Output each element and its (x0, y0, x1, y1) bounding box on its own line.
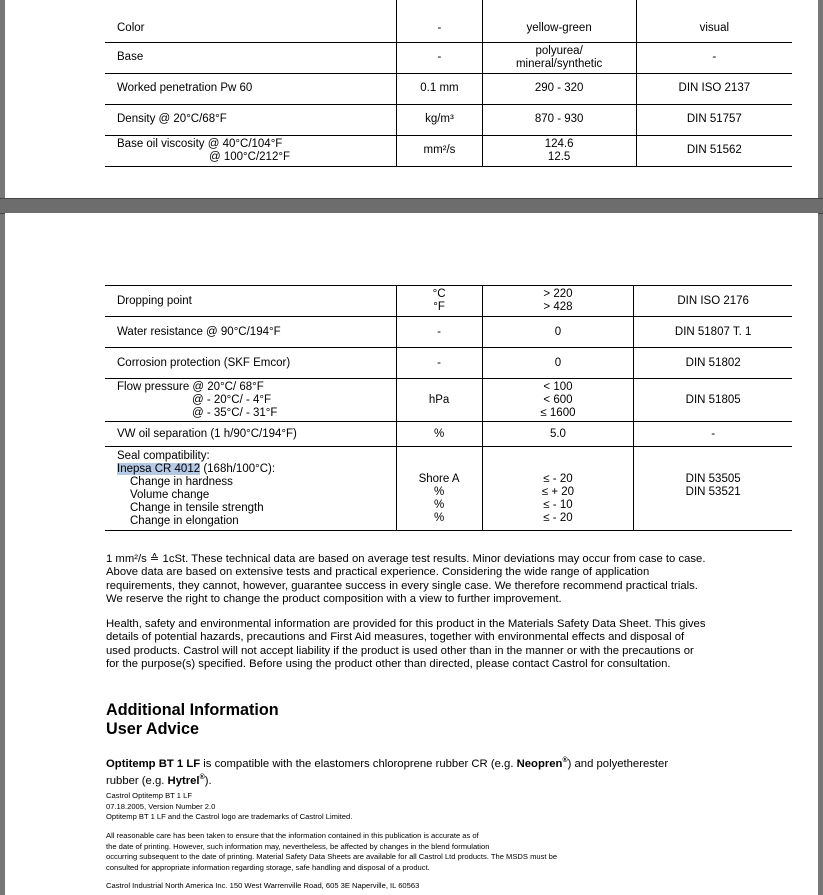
value-cell: 870 - 930 (482, 104, 636, 135)
property-line: @ - 35°C/ - 31°F (192, 406, 278, 419)
advice-text: ) and polyetherester rubber (e.g. (106, 757, 669, 787)
property-cell: Corrosion protection (SKF Emcor) (105, 348, 396, 379)
footer-line: Optitemp BT 1 LF and the Castrol logo are trademarks of Castrol Limited. (106, 812, 353, 822)
value-line: 124.6 (544, 137, 574, 150)
property-cell (105, 379, 396, 422)
registered-mark: ® (199, 774, 205, 782)
value-line: ≤ - 20 (543, 473, 573, 485)
unit-line: % (433, 512, 445, 524)
value-line: > 428 (543, 301, 573, 313)
value-cell (482, 447, 634, 531)
table-row (105, 286, 792, 317)
seal-item: Change in hardness (130, 475, 233, 488)
property-line: @ - 20°C/ - 4°F (192, 393, 272, 406)
value-cell (482, 379, 634, 422)
seal-material (117, 463, 390, 476)
value-line: ≤ - 20 (543, 512, 573, 524)
footer-line: Castrol Optitemp BT 1 LF (106, 791, 192, 800)
table-row (105, 135, 792, 166)
unit-cell: % (396, 422, 482, 447)
advice-text: is compatible with the elastomers chloroprene rubber CR (e.g. (200, 757, 517, 770)
user-advice-paragraph (106, 754, 686, 788)
technical-note-paragraph: 1 mm²/s ≙ 1cSt. These technical data are based on average test results. Minor deviations may occur from case to case. Above data are based on extensive tests and practical experience. Considering the wide range of application requirements, they cannot, however, guarantee success in every single case. We therefore recommend practical trials. We reserve the right to change the product composition with a view to further improvement. (106, 553, 706, 605)
selected-text[interactable]: Inepsa CR 4012 (117, 462, 201, 475)
viewer-right-edge (818, 0, 823, 895)
brand-hytrel: Hytrel (167, 774, 200, 787)
method-cell: DIN 51802 (634, 348, 792, 379)
value-line: < 100 (543, 380, 573, 393)
company-address: Castrol Industrial North America Inc. 150 West Warrenville Road, 605 3E Naperville, IL 60563 (106, 881, 420, 890)
method-cell: - (636, 42, 792, 73)
value-line: ≤ + 20 (541, 486, 575, 498)
property-cell: Base (105, 42, 397, 73)
value-cell: 0 (482, 348, 634, 379)
method-cell: - (634, 422, 792, 447)
seal-item: Volume change (130, 488, 210, 501)
unit-cell (396, 286, 482, 317)
value-cell: 290 - 320 (482, 73, 636, 104)
unit-cell: - (397, 42, 482, 73)
unit-cell: - (396, 317, 482, 348)
property-cell (105, 447, 396, 531)
value-line: polyurea/ (535, 44, 583, 57)
value-line: < 600 (543, 393, 573, 406)
method-cell: DIN 51562 (636, 135, 792, 166)
method-cell: visual (636, 0, 792, 42)
table-row (105, 348, 792, 379)
method-cell: DIN 51805 (634, 379, 792, 422)
value-line: ≤ - 10 (543, 499, 573, 511)
heading-user-advice: User Advice (106, 720, 199, 738)
property-line: Base oil viscosity @ 40°C/104°F (117, 137, 283, 150)
unit-line: °C (432, 288, 446, 300)
seal-label: Seal compatibility: (117, 449, 210, 462)
unit-cell: - (397, 0, 482, 42)
footer-line: 07.18.2005, Version Number 2.0 (106, 801, 216, 811)
method-cell: DIN ISO 2137 (636, 73, 792, 104)
advice-text: ). (204, 774, 212, 787)
method-line: DIN 53521 (685, 486, 741, 498)
table-row (105, 447, 792, 531)
disclaimer (106, 831, 746, 873)
value-cell: yellow-green (482, 0, 636, 42)
property-cell: Density @ 20°C/68°F (105, 104, 397, 135)
value-cell (482, 286, 634, 317)
table-row (105, 0, 792, 42)
brand-neopren: Neopren (516, 757, 563, 770)
health-safety-paragraph: Health, safety and environmental information are provided for this product in the Materials Safety Data Sheet. This gives details of potential hazards, precautions and First Aid measures, together with environmental effects and disposal of used products. Castrol will not accept liability if the product is used other than in the manner or with the precautions or for the purpose(s) specified. Before using the product other than directed, please contact Castrol for consultation. (106, 618, 706, 670)
property-cell: VW oil separation (1 h/90°C/194°F) (105, 422, 396, 447)
method-cell (634, 447, 792, 531)
table-row (105, 42, 792, 73)
method-cell: DIN 51757 (636, 104, 792, 135)
table-row (105, 422, 792, 447)
disclaimer-line: the date of printing. However, such information may, nevertheless, be affected by changes in the blend formulation (106, 841, 490, 851)
document-page-2 (5, 213, 818, 895)
property-line: Flow pressure @ 20°C/ 68°F (117, 380, 264, 393)
unit-line: °F (433, 301, 445, 313)
unit-line: % (433, 499, 445, 511)
property-cell: Dropping point (105, 286, 396, 317)
table-row (105, 317, 792, 348)
disclaimer-line: occurring subsequent to the date of printing. Material Safety Data Sheets are available for all Castrol Ltd products. The MSDS must be (106, 852, 558, 862)
unit-cell: mm²/s (397, 135, 482, 166)
product-name: Optitemp BT 1 LF (106, 757, 201, 770)
unit-cell: 0.1 mm (397, 73, 482, 104)
seal-item: Change in tensile strength (130, 501, 264, 514)
table-row (105, 73, 792, 104)
property-cell (105, 135, 397, 166)
property-cell: Color (105, 0, 397, 42)
disclaimer-line: All reasonable care has been taken to ensure that the information contained in this publication is accurate as of (106, 831, 479, 840)
method-line: DIN 53505 (685, 473, 741, 485)
unit-line: Shore A (418, 473, 460, 485)
spec-table-bottom (105, 285, 792, 531)
value-line: 12.5 (547, 150, 571, 163)
page-gap (0, 198, 823, 214)
value-cell: 5.0 (482, 422, 634, 447)
value-cell: 0 (482, 317, 634, 348)
property-line: @ 100°C/212°F (209, 150, 290, 163)
value-cell (482, 42, 636, 73)
unit-cell (396, 447, 482, 531)
disclaimer-line: consulted for appropriate information regarding storage, safe handling and disposal of a product. (106, 862, 430, 872)
property-cell: Water resistance @ 90°C/194°F (105, 317, 396, 348)
unit-cell: - (396, 348, 482, 379)
property-cell: Worked penetration Pw 60 (105, 73, 397, 104)
value-line: > 220 (543, 288, 573, 300)
heading-additional-information: Additional Information (106, 701, 279, 719)
method-cell: DIN ISO 2176 (634, 286, 792, 317)
value-line: ≤ 1600 (540, 406, 576, 419)
seal-item: Change in elongation (130, 514, 239, 527)
spec-table-top (105, 0, 792, 167)
document-page-1 (5, 0, 818, 198)
table-row (105, 379, 792, 422)
value-line: mineral/synthetic (515, 57, 603, 70)
table-row (105, 104, 792, 135)
unit-line: % (433, 486, 445, 498)
unit-cell: kg/m³ (397, 104, 482, 135)
value-cell (482, 135, 636, 166)
unit-cell: hPa (396, 379, 482, 422)
method-cell: DIN 51807 T. 1 (634, 317, 792, 348)
registered-mark: ® (562, 757, 568, 764)
document-footer (106, 791, 746, 823)
seal-material-rest: (168h/100°C): (200, 462, 276, 475)
